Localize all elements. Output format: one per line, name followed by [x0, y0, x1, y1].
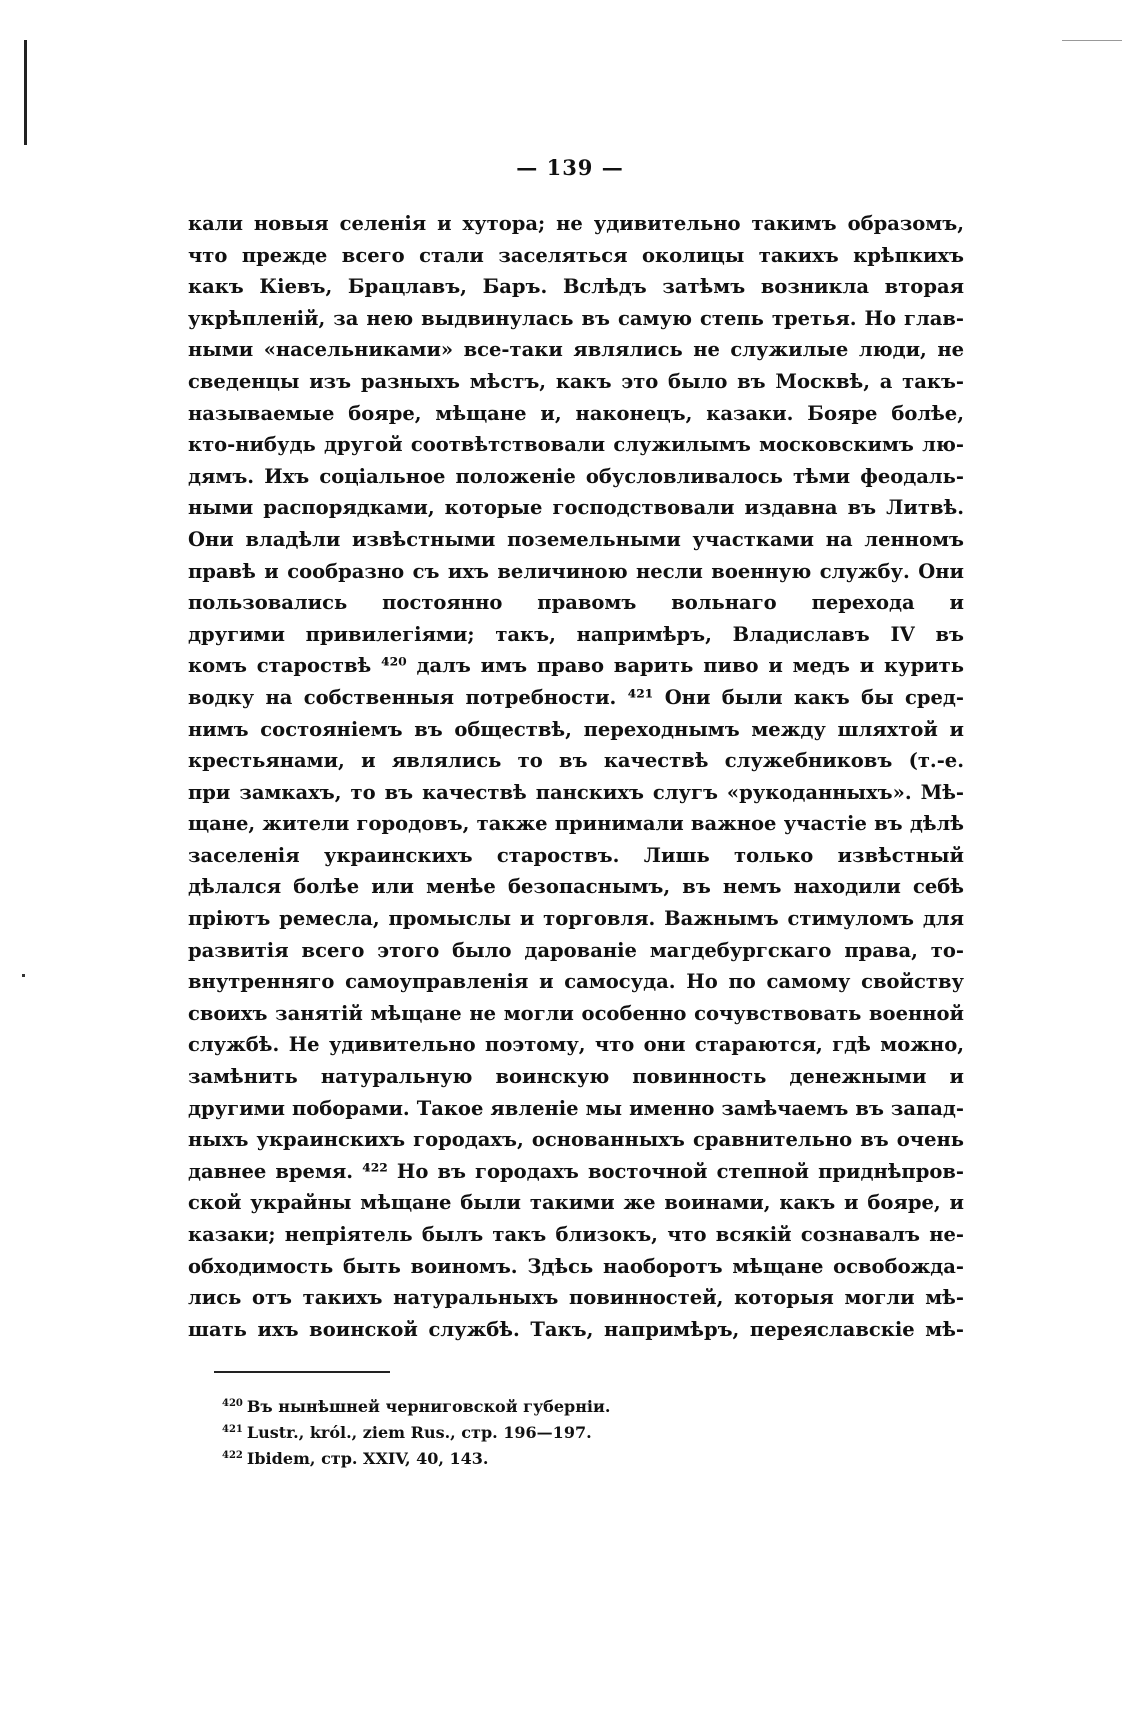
text-line [188, 966, 964, 998]
footnote-divider [214, 1371, 390, 1373]
text-line-content: пріютъ ремесла, промыслы и торговля. Важнымъ стимуломъ для [188, 907, 964, 931]
text-line [188, 1219, 964, 1251]
text-line-content: укрѣпленій, за нею выдвинулась въ самую степь третья. Но глав- [188, 306, 964, 330]
text-line [188, 208, 964, 240]
text-line-content: ской украйны мѣщане были такими же воинами, какъ и бояре, и [188, 1191, 964, 1215]
text-line-content: замѣнить натуральную воинскую повинность денежными и [188, 1065, 964, 1089]
text-line-content: своихъ занятій мѣщане не могли особенно сочувствовать военной [188, 1001, 964, 1025]
text-line [188, 650, 964, 682]
footnote-mark: 422 [222, 1449, 243, 1461]
main-text [188, 208, 964, 1345]
text-line [188, 871, 964, 903]
text-line-content: называемые бояре, мѣщане и, наконецъ, казаки. Бояре болѣе, [188, 401, 964, 425]
text-line-content: комъ староствѣ ⁴²⁰ далъ имъ право варить пиво и медъ и курить [188, 654, 964, 678]
text-line [188, 461, 964, 493]
text-line-content: сведенцы изъ разныхъ мѣстъ, какъ это было въ Москвѣ, а такъ- [188, 369, 964, 393]
text-line [188, 556, 964, 588]
text-line [188, 1282, 964, 1314]
text-line [188, 303, 964, 335]
footnote-text: Lustr., król., ziem Rus., стр. 196—197. [246, 1423, 592, 1442]
text-line [188, 1061, 964, 1093]
text-line [188, 682, 964, 714]
text-line [188, 714, 964, 746]
footnote-text: Въ нынѣшней черниговской губерніи. [246, 1397, 611, 1416]
text-line-content: какъ Кіевъ, Брацлавъ, Баръ. Вслѣдъ затѣмъ возникла вторая [188, 275, 964, 299]
text-line [188, 240, 964, 272]
text-line-content: казаки; непріятель былъ такъ близокъ, что всякій сознавалъ не- [188, 1223, 964, 1246]
scan-edge-mark [24, 40, 27, 145]
text-line [188, 587, 964, 619]
text-line-content: правѣ и сообразно съ ихъ величиною несли военную службу. Они [188, 559, 964, 583]
text-line [188, 524, 964, 556]
text-line-content: службѣ. Не удивительно поэтому, что они стараются, гдѣ можно, [188, 1033, 964, 1057]
text-line-content: Они владѣли извѣстными поземельными участками на ленномъ [188, 527, 964, 551]
text-line-content: ными распорядками, которые господствовали издавна въ Литвѣ. [188, 496, 964, 520]
text-line [188, 903, 964, 935]
text-line-content: водку на собственныя потребности. ⁴²¹ Они были какъ бы сред- [188, 685, 964, 709]
footnote-mark: 420 [222, 1397, 243, 1409]
footnote-item [222, 1420, 922, 1446]
text-line [188, 1251, 964, 1283]
text-line-content: кали новыя селенія и хутора; не удивительно такимъ образомъ, [188, 212, 964, 235]
text-line-content: ными «насельниками» все-таки являлись не служилые люди, не [188, 338, 964, 362]
text-line [188, 1029, 964, 1061]
text-line-content: дѣлался болѣе или менѣе безопаснымъ, въ немъ находили себѣ [188, 875, 964, 899]
footnote-text: Ibidem, стр. XXIV, 40, 143. [246, 1449, 489, 1468]
text-line-content: шать ихъ воинской службѣ. Такъ, напримѣръ, переяславскіе мѣ- [188, 1317, 964, 1341]
text-line-content: пользовались постоянно правомъ вольнаго перехода и [188, 591, 964, 615]
text-line [188, 1314, 964, 1346]
text-line [188, 429, 964, 461]
text-line-content: обходимость быть воиномъ. Здѣсь наоборотъ мѣщане освобожда- [188, 1254, 964, 1278]
text-line [188, 398, 964, 430]
text-line [188, 1156, 964, 1188]
text-line-content: внутренняго самоуправленія и самосуда. Но по самому свойству [188, 970, 964, 994]
text-line-content: другими поборами. Такое явленіе мы именно замѣчаемъ въ запад- [188, 1096, 964, 1120]
text-line [188, 366, 964, 398]
text-line-content: крестьянами, и являлись то въ качествѣ служебниковъ (т.-е. [188, 749, 964, 773]
text-line-content: давнее время. ⁴²² Но въ городахъ восточной степной приднѣпров- [188, 1159, 964, 1183]
text-line-content: нимъ состояніемъ въ обществѣ, переходнымъ между шляхтой и [188, 717, 964, 741]
text-line [188, 840, 964, 872]
footnote-item [222, 1394, 922, 1420]
text-line [188, 808, 964, 840]
text-line [188, 334, 964, 366]
text-line-content: развитія всего этого было дарованіе магдебургскаго права, то- [188, 938, 964, 962]
page-number: — 139 — [516, 155, 624, 180]
text-line [188, 1187, 964, 1219]
text-line [188, 777, 964, 809]
scan-edge-mark-top [1062, 40, 1122, 41]
text-line-content: лись отъ такихъ натуральныхъ повинностей, которыя могли мѣ- [188, 1286, 964, 1310]
text-line-content: другими привилегіями; такъ, напримѣръ, Владиславъ IV въ [188, 622, 964, 646]
text-line [188, 998, 964, 1030]
footnote-item [222, 1446, 922, 1472]
text-line-content: при замкахъ, то въ качествѣ панскихъ слугъ «рукоданныхъ». Мѣ- [188, 780, 964, 804]
text-line [188, 1093, 964, 1125]
footnotes [222, 1394, 922, 1472]
text-line-content: заселенія украинскихъ староствъ. Лишь только извѣстный [188, 843, 964, 867]
text-line [188, 1124, 964, 1156]
text-line [188, 271, 964, 303]
text-line [188, 492, 964, 524]
text-line-content: дямъ. Ихъ соціальное положеніе обусловливалось тѣми феодаль- [188, 464, 964, 488]
text-line-content: кто-нибудь другой соотвѣтствовали служилымъ московскимъ лю- [188, 433, 964, 457]
footnote-mark: 421 [222, 1423, 243, 1435]
text-line-content: что прежде всего стали заселяться околицы такихъ крѣпкихъ [188, 243, 964, 267]
text-line-content: ныхъ украинскихъ городахъ, основанныхъ сравнительно въ очень [188, 1128, 964, 1152]
text-line [188, 935, 964, 967]
text-line-content: щане, жители городовъ, также принимали важное участіе въ дѣлѣ [188, 812, 964, 836]
text-line [188, 619, 964, 651]
scan-speck [22, 974, 25, 977]
text-line [188, 745, 964, 777]
